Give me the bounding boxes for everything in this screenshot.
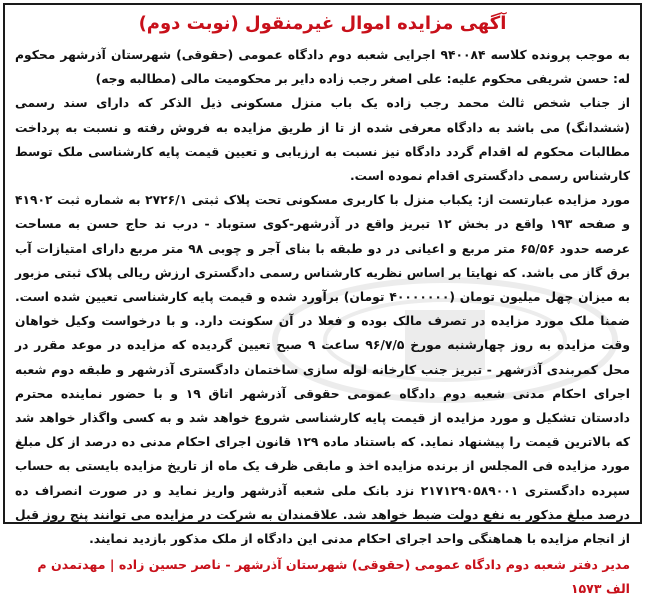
paragraph-property-details: مورد مزایده عبارتست از: یکباب منزل با کاربری مسکونی تحت پلاک ثبتی ۲۷۲۶/۱ به شماره ثبت ۴۱۹۰۲ و صفحه ۱۹۳ واقع در بخش ۱۲ تبریز واقع در آذرشهر-کوی ستوباد - درب ند حاج حسن به مساحت عرصه حدود ۶۵/۵۶ متر مربع و اعیانی در دو طبقه با بنای آجر و چوبی ۹۸ متر مربع دارای امتیازات آب برق گاز می باشد. که نهایتا بر اساس نظریه کارشناس رسمی دادگستری ارزش ریالی پلاک ثبتی مزبور به میزان چهل میلیون تومان (۴۰۰۰۰۰۰۰ تومان) برآورد شده و قیمت پایه کارشناسی تعیین شده است. ضمنا ملک مورد مزایده در تصرف مالک بوده و فعلا در آن سکونت دارد. و با درخواست وکیل خواهان وقت مزایده به روز چهارشنبه مورخ ۹۶/۷/۵ ساعت ۹ صبح تعیین گردیده که مزایده در موعد مقرر در محل کمربندی آذرشهر - تبریز جنب کارخانه لوله سازی ساختمان دادگستری آذرشهر و طبقه دوم شعبه اجرای احکام مدنی شعبه دوم دادگاه عمومی حقوقی آذرشهر اتاق ۱۹ و با حضور نماینده محترم دادستان تشکیل و مورد مزایده از قیمت پایه کارشناسی شروع خواهد شد و به کسی واگذار خواهد شد که بالاترین قیمت را پیشنهاد نماید. که باستناد ماده ۱۲۹ قانون اجرای احکام مدنی ده درصد از کل مبلغ مورد مزایده فی المجلس از برنده مزایده اخذ و مابقی ظرف یک ماه از تاریخ مزایده بایستی به حساب سپرده دادگستری ۲۱۷۱۲۹۰۵۸۹۰۰۱ نزد بانک ملی شعبه آذرشهر واریز نماید و در صورت انصراف ده درصد مبلغ مذکور به نفع دولت ضبط خواهد شد. علاقمندان به شرکت در مزایده می توانند پنج روز قبل از انجام مزایده با هماهنگی واحد اجرای احکام مدنی این دادگاه از ملک مذکور بازدید نمایند. — [15, 193, 631, 547]
paragraph-introduction: از جناب شخص ثالث محمد رجب زاده یک باب منزل مسکونی ذیل الذکر که دارای سند رسمی (ششدانگ) می باشد به دادگاه معرفی شده از تا از طریق مزایده به فروش رفته و نسبت به پرداخت مطالبات محکوم له اقدام گردد دادگاه نیز نسبت به ارزیابی و تعیین قیمت پایه کارشناسی ملک توسط کارشناس رسمی دادگستری اقدام نموده است. — [15, 96, 630, 184]
paragraph-case: به موجب پرونده کلاسه ۹۴۰۰۸۴ اجرایی شعبه دوم دادگاه عمومی (حقوقی) شهرستان آذرشهر محکوم له: حسن شریفی محکوم علیه: علی اصغر رجب زاده دایر بر محکومیت مالی (مطالبه وجه) — [15, 48, 630, 87]
notice-title: آگهی مزایده اموال غیرمنقول (نوبت دوم) — [138, 13, 507, 34]
notice-frame — [3, 3, 642, 597]
notice-signature: مدیر دفتر شعبه دوم دادگاه عمومی (حقوقی) شهرستان آذرشهر - ناصر حسین زاده | مهدتمدن م الف ۱۵۷۳ — [37, 557, 630, 597]
notice-body — [15, 43, 630, 551]
